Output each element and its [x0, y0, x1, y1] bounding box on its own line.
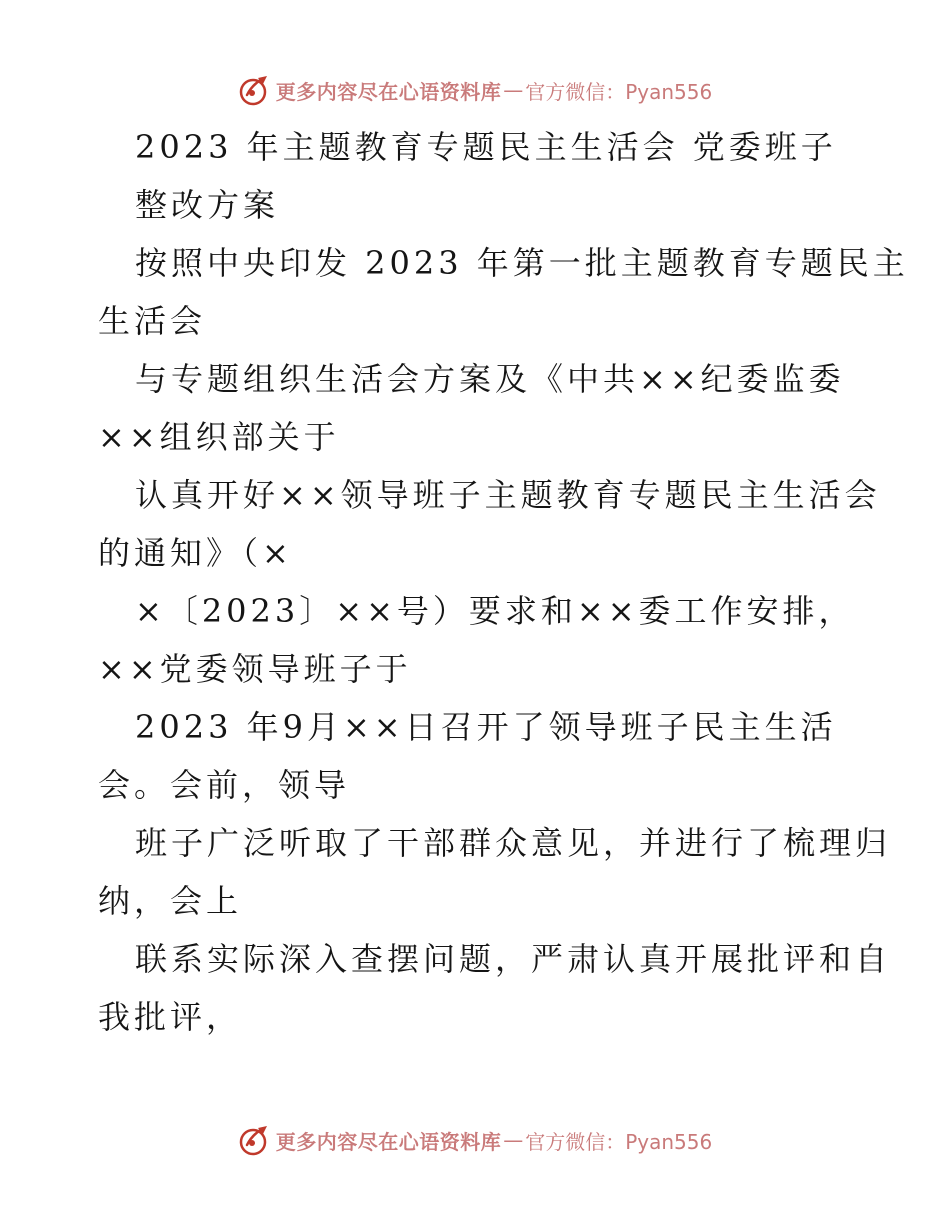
- paragraph-line: 纳，会上: [98, 882, 243, 920]
- paragraph-line: ×〔2023〕××号）要求和××委工作安排，: [135, 592, 855, 630]
- footer-banner: [0, 1120, 950, 1160]
- paragraph-line: 联系实际深入查摆问题，严肃认真开展批评和自: [135, 940, 892, 978]
- paragraph-line: 与专题组织生活会方案及《中共××纪委监委: [135, 360, 845, 398]
- banner-dash: —: [503, 1128, 524, 1152]
- paragraph-line: 生活会: [98, 302, 207, 340]
- banner-dash: —: [503, 78, 524, 102]
- paragraph-line: ××组织部关于: [98, 418, 340, 456]
- banner-text: 更多内容尽在心语资料库: [275, 79, 502, 104]
- paragraph-line: 班子广泛听取了干部群众意见，并进行了梳理归: [135, 824, 892, 862]
- banner-wechat: 官方微信：Pyan556: [525, 79, 713, 104]
- paragraph-line: 我批评，: [98, 998, 243, 1036]
- document-title-line: 2023 年主题教育专题民主生活会 党委班子: [135, 128, 837, 166]
- paragraph-line: 2023 年9月××日召开了领导班子民主生活: [135, 708, 837, 746]
- banner-text: 更多内容尽在心语资料库: [275, 1129, 502, 1154]
- logo-icon: [238, 1123, 272, 1157]
- paragraph-line: ××党委领导班子于: [98, 650, 412, 688]
- paragraph-line: 会。会前，领导: [98, 766, 351, 804]
- document-title-line: 整改方案: [135, 186, 280, 224]
- banner-wechat: 官方微信：Pyan556: [525, 1129, 713, 1154]
- paragraph-line: 按照中央印发 2023 年第一批主题教育专题民主: [135, 244, 909, 282]
- paragraph-line: 认真开好××领导班子主题教育专题民主生活会: [135, 476, 881, 514]
- paragraph-line: 的通知》（×: [98, 534, 293, 572]
